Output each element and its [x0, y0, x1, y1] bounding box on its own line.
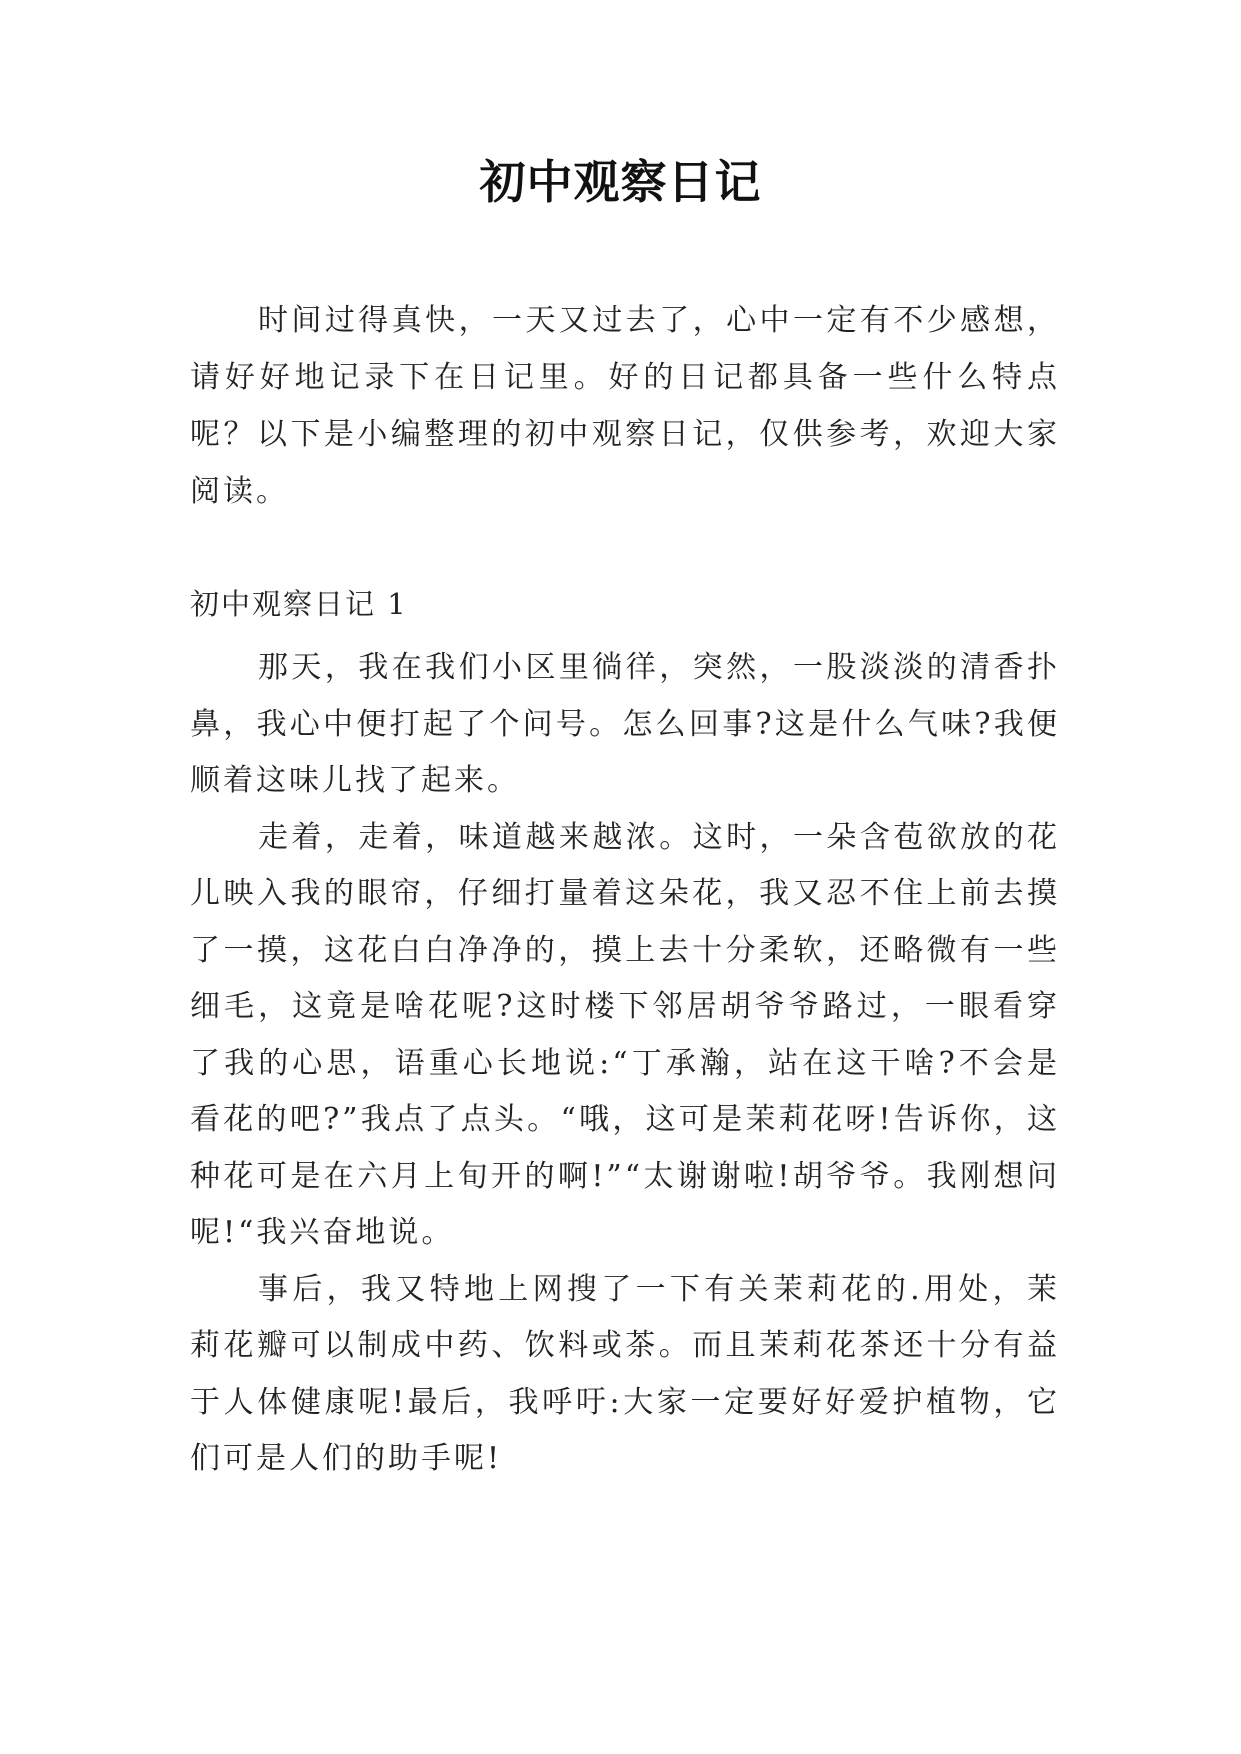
section-heading: 初中观察日记 1 [190, 587, 408, 621]
body-paragraph: 事后，我又特地上网搜了一下有关茉莉花的.用处，茉莉花瓣可以制成中药、饮料或茶。而且茉莉花茶还十分有益于人体健康呢!最后，我呼吁:大家一定要好好爱护植物，它们可是人们的助手呢! [190, 1271, 1060, 1476]
body-paragraph: 那天，我在我们小区里徜徉，突然，一股淡淡的清香扑鼻，我心中便打起了个问号。怎么回事?这是什么气味?我便顺着这味儿找了起来。 [190, 650, 1060, 798]
document-title: 初中观察日记 [479, 155, 762, 209]
intro-paragraph: 时间过得真快，一天又过去了，心中一定有不少感想，请好好地记录下在日记里。好的日记都具备一些什么特点呢？以下是小编整理的初中观察日记，仅供参考，欢迎大家阅读。 [190, 303, 1060, 509]
section-body [190, 640, 1060, 1488]
body-paragraph: 走着，走着，味道越来越浓。这时，一朵含苞欲放的花儿映入我的眼帘，仔细打量着这朵花，我又忍不住上前去摸了一摸，这花白白净净的，摸上去十分柔软，还略微有一些细毛，这竟是啥花呢?这时楼下邻居胡爷爷路过，一眼看穿了我的心思，语重心长地说:“丁承瀚，站在这干啥?不会是看花的吧?”我点了点头。“哦，这可是茉莉花呀!告诉你，这种花可是在六月上旬开的啊!”“太谢谢啦!胡爷爷。我刚想问呢!“我兴奋地说。 [190, 819, 1060, 1250]
